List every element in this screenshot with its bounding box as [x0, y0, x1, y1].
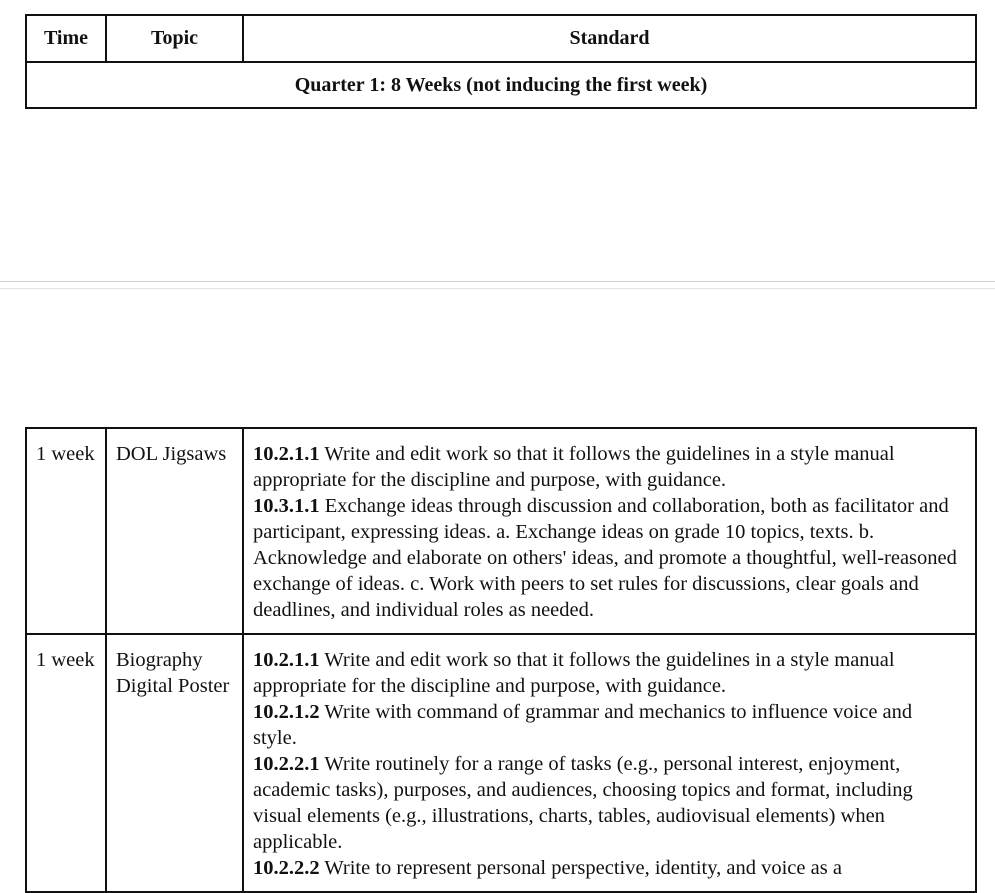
standards-table-header [25, 14, 977, 109]
standard-entry [253, 493, 957, 623]
column-header-topic: Topic [106, 15, 243, 62]
page-break-line [0, 288, 995, 289]
standard-text: Write routinely for a range of tasks (e.g., personal interest, enjoyment, academic tasks), purposes, and audiences, choosing topics and format, including visual elements (e.g., illustrations, charts, tables, audiovisual elements) when applicable. [253, 753, 913, 853]
standard-text: Write with command of grammar and mechanics to influence voice and style. [253, 701, 913, 749]
standard-code: 10.2.1.1 [253, 649, 320, 671]
standard-code: 10.3.1.1 [253, 495, 320, 517]
standard-code: 10.2.2.1 [253, 753, 320, 775]
quarter-heading: Quarter 1: 8 Weeks (not inducing the first week) [26, 62, 976, 108]
standard-entry [253, 441, 957, 493]
standard-text: Exchange ideas through discussion and collaboration, both as facilitator and participant, expressing ideas. a. Exchange ideas on grade 10 topics, texts. b. Acknowledge and elaborate on others' ideas, and promote a thoughtful, well-reasoned exchange of ideas. c. Work with peers to set rules for discussions, clear goals and deadlines, and individual roles as needed. [253, 495, 957, 621]
standard-cell [243, 634, 976, 892]
standard-entry [253, 751, 957, 855]
table-row [26, 428, 976, 634]
standard-text: Write and edit work so that it follows the guidelines in a style manual appropriate for the discipline and purpose, with guidance. [253, 649, 895, 697]
standard-cell [243, 428, 976, 634]
column-header-standard: Standard [243, 15, 976, 62]
standard-code: 10.2.1.1 [253, 443, 320, 465]
column-header-time: Time [26, 15, 106, 62]
time-cell: 1 week [26, 634, 106, 892]
time-cell: 1 week [26, 428, 106, 634]
standard-code: 10.2.2.2 [253, 857, 320, 879]
table-row [26, 634, 976, 892]
standard-code: 10.2.1.2 [253, 701, 320, 723]
standard-entry [253, 855, 957, 881]
standards-table-body [25, 427, 977, 893]
standard-text: Write to represent personal perspective, identity, and voice as a [319, 857, 842, 879]
topic-cell: DOL Jigsaws [106, 428, 243, 634]
topic-cell: Biography Digital Poster [106, 634, 243, 892]
standard-entry [253, 699, 957, 751]
standard-text: Write and edit work so that it follows the guidelines in a style manual appropriate for the discipline and purpose, with guidance. [253, 443, 895, 491]
page-break-line [0, 281, 995, 282]
standard-entry [253, 647, 957, 699]
